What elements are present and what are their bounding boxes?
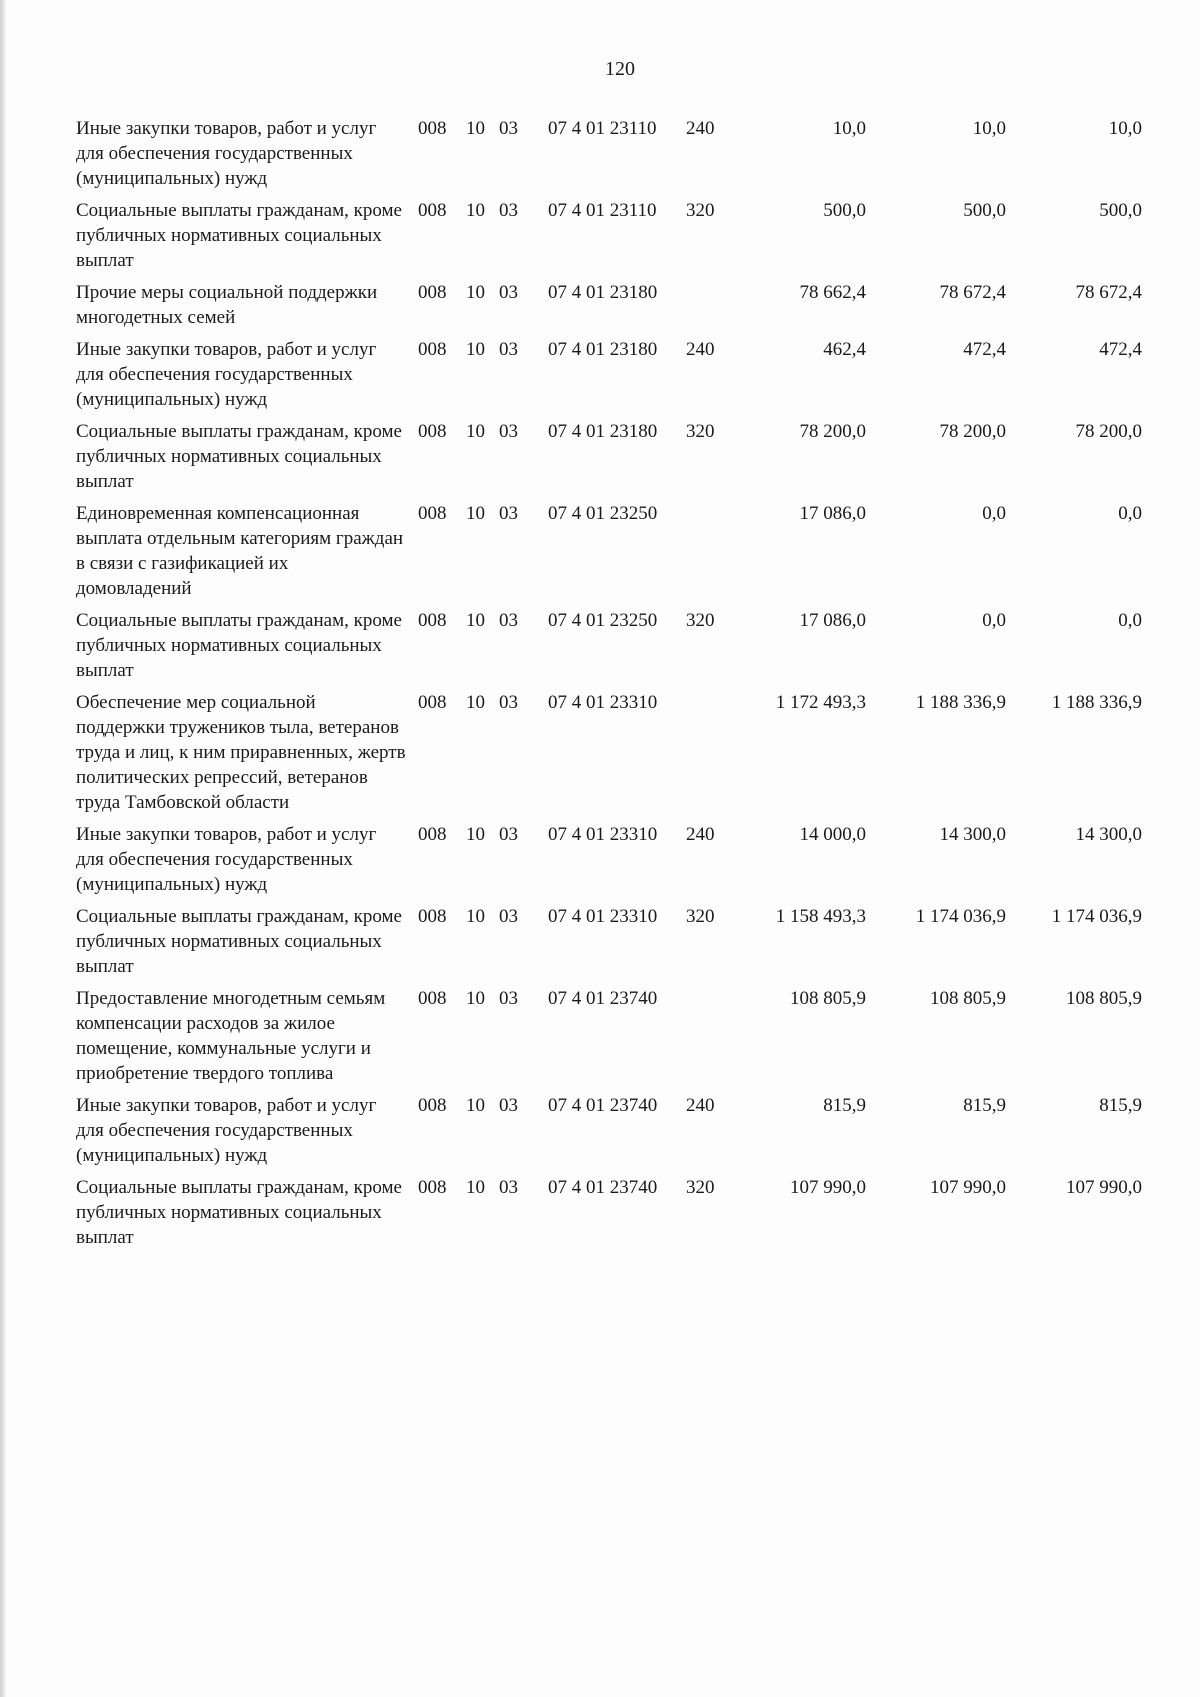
row-amount-1: 107 990,0 bbox=[790, 1177, 866, 1198]
row-section-code: 10 bbox=[466, 824, 485, 845]
row-target-article-code: 07 4 01 23740 bbox=[548, 988, 658, 1009]
row-name: Социальные выплаты гражданам, кроме публичных нормативных социальных выплат bbox=[76, 1177, 402, 1248]
row-grbs-code: 008 bbox=[418, 988, 447, 1009]
budget-table bbox=[76, 116, 1142, 1257]
row-grbs-code: 008 bbox=[418, 118, 447, 139]
row-subsection-code: 03 bbox=[499, 692, 518, 713]
scan-edge bbox=[0, 0, 6, 1697]
table-row bbox=[76, 986, 1142, 1093]
row-subsection-code: 03 bbox=[499, 1095, 518, 1116]
row-amount-2: 500,0 bbox=[963, 200, 1006, 221]
row-expense-type-code bbox=[686, 986, 736, 1093]
row-name: Социальные выплаты гражданам, кроме публичных нормативных социальных выплат bbox=[76, 421, 402, 492]
row-amount-1: 108 805,9 bbox=[790, 988, 866, 1009]
row-expense-type-code bbox=[686, 501, 736, 608]
table-row bbox=[76, 198, 1142, 280]
row-subsection-code: 03 bbox=[499, 282, 518, 303]
row-amount-1: 78 200,0 bbox=[799, 421, 866, 442]
row-name: Единовременная компенсационная выплата отдельным категориям граждан в связи с газификацией их домовладений bbox=[76, 503, 404, 599]
row-target-article-code: 07 4 01 23250 bbox=[548, 503, 658, 524]
row-target-article-code: 07 4 01 23250 bbox=[548, 610, 658, 631]
table-row bbox=[76, 501, 1142, 608]
row-name: Иные закупки товаров, работ и услуг для обеспечения государственных (муниципальных) нужд bbox=[76, 339, 377, 410]
row-amount-3: 108 805,9 bbox=[1066, 988, 1142, 1009]
row-amount-2: 108 805,9 bbox=[930, 988, 1006, 1009]
row-section-code: 10 bbox=[466, 906, 485, 927]
row-expense-type-code bbox=[686, 690, 736, 822]
row-expense-type-code: 240 bbox=[686, 824, 715, 845]
row-amount-1: 500,0 bbox=[823, 200, 866, 221]
row-grbs-code: 008 bbox=[418, 421, 447, 442]
row-amount-1: 17 086,0 bbox=[799, 610, 866, 631]
row-name: Социальные выплаты гражданам, кроме публичных нормативных социальных выплат bbox=[76, 906, 402, 977]
row-grbs-code: 008 bbox=[418, 1095, 447, 1116]
row-amount-2: 0,0 bbox=[982, 503, 1006, 524]
row-expense-type-code bbox=[686, 280, 736, 337]
row-target-article-code: 07 4 01 23110 bbox=[548, 200, 657, 221]
row-subsection-code: 03 bbox=[499, 610, 518, 631]
row-section-code: 10 bbox=[466, 282, 485, 303]
row-amount-2: 1 188 336,9 bbox=[915, 692, 1006, 713]
row-section-code: 10 bbox=[466, 503, 485, 524]
row-grbs-code: 008 bbox=[418, 610, 447, 631]
row-amount-1: 462,4 bbox=[823, 339, 866, 360]
row-expense-type-code: 240 bbox=[686, 1095, 715, 1116]
row-amount-2: 0,0 bbox=[982, 610, 1006, 631]
row-target-article-code: 07 4 01 23310 bbox=[548, 824, 658, 845]
row-amount-2: 10,0 bbox=[972, 118, 1006, 139]
row-section-code: 10 bbox=[466, 200, 485, 221]
row-section-code: 10 bbox=[466, 339, 485, 360]
row-amount-2: 78 672,4 bbox=[939, 282, 1006, 303]
table-body bbox=[76, 116, 1142, 1257]
row-amount-2: 472,4 bbox=[963, 339, 1006, 360]
row-amount-1: 10,0 bbox=[832, 118, 866, 139]
row-subsection-code: 03 bbox=[499, 906, 518, 927]
row-grbs-code: 008 bbox=[418, 824, 447, 845]
row-subsection-code: 03 bbox=[499, 200, 518, 221]
row-expense-type-code: 320 bbox=[686, 906, 715, 927]
table-row bbox=[76, 419, 1142, 501]
row-amount-3: 10,0 bbox=[1108, 118, 1142, 139]
row-target-article-code: 07 4 01 23740 bbox=[548, 1177, 658, 1198]
row-target-article-code: 07 4 01 23310 bbox=[548, 692, 658, 713]
row-amount-2: 78 200,0 bbox=[939, 421, 1006, 442]
row-amount-3: 78 200,0 bbox=[1075, 421, 1142, 442]
row-section-code: 10 bbox=[466, 421, 485, 442]
row-target-article-code: 07 4 01 23740 bbox=[548, 1095, 658, 1116]
row-name: Социальные выплаты гражданам, кроме публичных нормативных социальных выплат bbox=[76, 200, 402, 271]
row-section-code: 10 bbox=[466, 610, 485, 631]
row-name: Предоставление многодетным семьям компенсации расходов за жилое помещение, коммунальные услуги и приобретение твердого топлива bbox=[76, 988, 386, 1084]
row-name: Иные закупки товаров, работ и услуг для обеспечения государственных (муниципальных) нужд bbox=[76, 118, 377, 189]
row-grbs-code: 008 bbox=[418, 692, 447, 713]
row-name: Иные закупки товаров, работ и услуг для обеспечения государственных (муниципальных) нужд bbox=[76, 824, 377, 895]
row-section-code: 10 bbox=[466, 692, 485, 713]
row-amount-3: 0,0 bbox=[1118, 503, 1142, 524]
table-row bbox=[76, 608, 1142, 690]
row-expense-type-code: 320 bbox=[686, 1177, 715, 1198]
row-amount-2: 1 174 036,9 bbox=[915, 906, 1006, 927]
row-subsection-code: 03 bbox=[499, 118, 518, 139]
row-amount-3: 500,0 bbox=[1099, 200, 1142, 221]
table-row bbox=[76, 116, 1142, 198]
page-number: 120 bbox=[605, 58, 635, 80]
row-amount-1: 1 172 493,3 bbox=[775, 692, 866, 713]
row-amount-3: 1 188 336,9 bbox=[1051, 692, 1142, 713]
row-target-article-code: 07 4 01 23310 bbox=[548, 906, 658, 927]
row-subsection-code: 03 bbox=[499, 824, 518, 845]
row-amount-3: 1 174 036,9 bbox=[1051, 906, 1142, 927]
row-amount-2: 815,9 bbox=[963, 1095, 1006, 1116]
row-name: Прочие меры социальной поддержки многодетных семей bbox=[76, 282, 378, 328]
row-name: Социальные выплаты гражданам, кроме публичных нормативных социальных выплат bbox=[76, 610, 402, 681]
row-amount-2: 107 990,0 bbox=[930, 1177, 1006, 1198]
row-grbs-code: 008 bbox=[418, 200, 447, 221]
row-amount-3: 107 990,0 bbox=[1066, 1177, 1142, 1198]
row-target-article-code: 07 4 01 23180 bbox=[548, 282, 658, 303]
row-subsection-code: 03 bbox=[499, 1177, 518, 1198]
table-row bbox=[76, 280, 1142, 337]
row-amount-1: 14 000,0 bbox=[799, 824, 866, 845]
table-row bbox=[76, 1175, 1142, 1257]
row-expense-type-code: 240 bbox=[686, 118, 715, 139]
row-subsection-code: 03 bbox=[499, 421, 518, 442]
row-grbs-code: 008 bbox=[418, 906, 447, 927]
row-grbs-code: 008 bbox=[418, 339, 447, 360]
table-row bbox=[76, 822, 1142, 904]
row-amount-1: 17 086,0 bbox=[799, 503, 866, 524]
row-subsection-code: 03 bbox=[499, 988, 518, 1009]
row-target-article-code: 07 4 01 23110 bbox=[548, 118, 657, 139]
row-grbs-code: 008 bbox=[418, 503, 447, 524]
row-amount-1: 78 662,4 bbox=[799, 282, 866, 303]
row-target-article-code: 07 4 01 23180 bbox=[548, 339, 658, 360]
table-row bbox=[76, 690, 1142, 822]
table-row bbox=[76, 1093, 1142, 1175]
table-row bbox=[76, 904, 1142, 986]
row-section-code: 10 bbox=[466, 988, 485, 1009]
row-subsection-code: 03 bbox=[499, 503, 518, 524]
row-name: Обеспечение мер социальной поддержки тружеников тыла, ветеранов труда и лиц, к ним приравненных, жертв политических репрессий, ветеранов труда Тамбовской области bbox=[76, 692, 406, 813]
row-section-code: 10 bbox=[466, 1177, 485, 1198]
row-expense-type-code: 320 bbox=[686, 200, 715, 221]
row-expense-type-code: 320 bbox=[686, 610, 715, 631]
row-amount-3: 0,0 bbox=[1118, 610, 1142, 631]
table-row bbox=[76, 337, 1142, 419]
row-amount-3: 78 672,4 bbox=[1075, 282, 1142, 303]
row-grbs-code: 008 bbox=[418, 1177, 447, 1198]
row-section-code: 10 bbox=[466, 1095, 485, 1116]
row-amount-2: 14 300,0 bbox=[939, 824, 1006, 845]
row-amount-3: 472,4 bbox=[1099, 339, 1142, 360]
row-expense-type-code: 320 bbox=[686, 421, 715, 442]
row-expense-type-code: 240 bbox=[686, 339, 715, 360]
row-amount-3: 14 300,0 bbox=[1075, 824, 1142, 845]
row-section-code: 10 bbox=[466, 118, 485, 139]
row-amount-1: 815,9 bbox=[823, 1095, 866, 1116]
row-amount-3: 815,9 bbox=[1099, 1095, 1142, 1116]
row-target-article-code: 07 4 01 23180 bbox=[548, 421, 658, 442]
row-grbs-code: 008 bbox=[418, 282, 447, 303]
row-name: Иные закупки товаров, работ и услуг для обеспечения государственных (муниципальных) нужд bbox=[76, 1095, 377, 1166]
row-amount-1: 1 158 493,3 bbox=[775, 906, 866, 927]
row-subsection-code: 03 bbox=[499, 339, 518, 360]
